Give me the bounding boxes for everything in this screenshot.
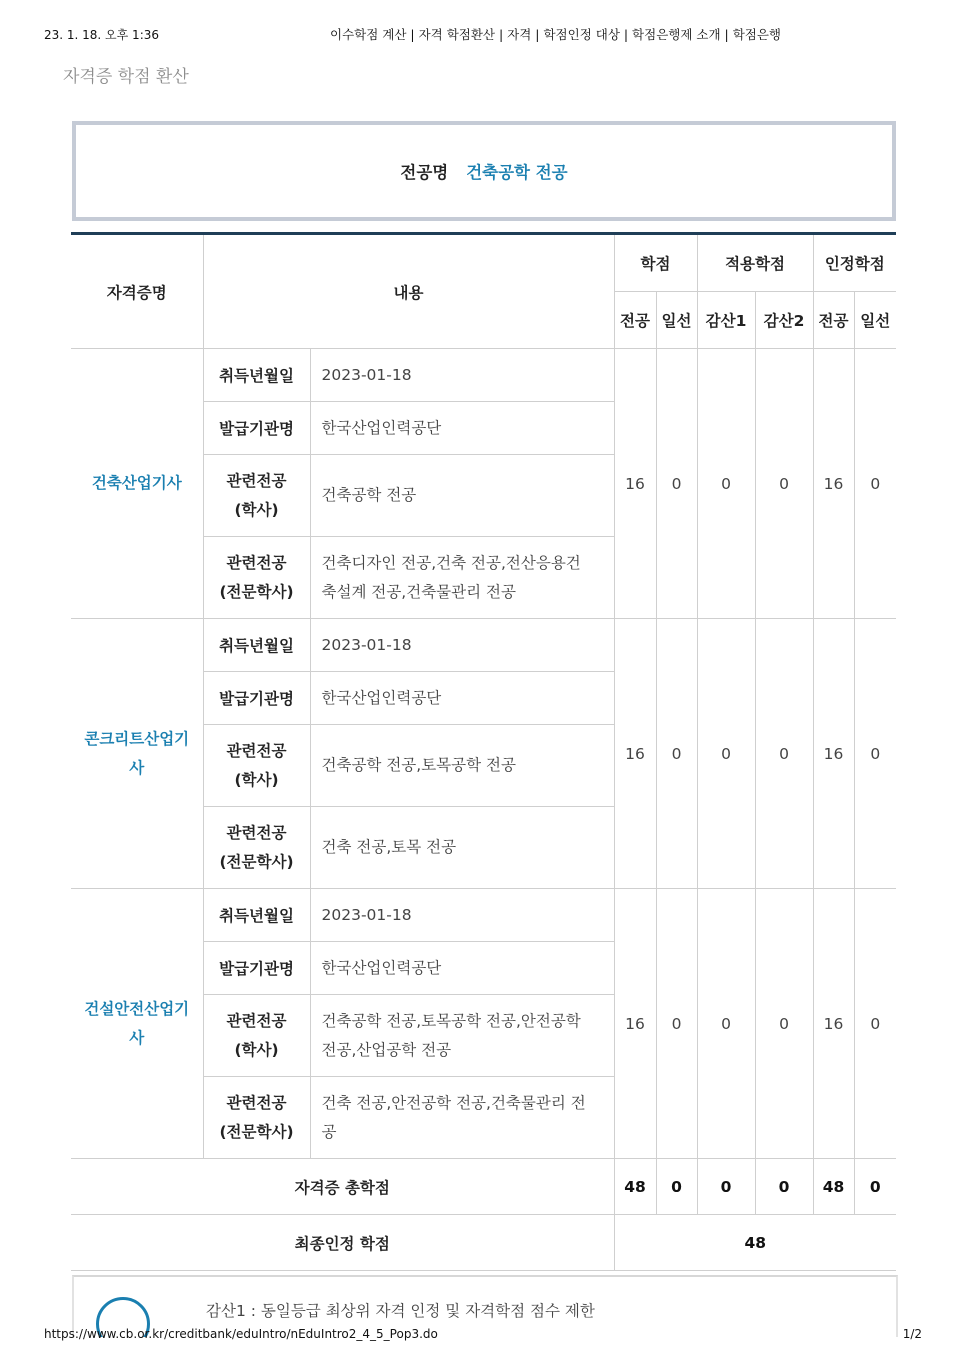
acquired-date: 2023-01-18 bbox=[310, 619, 614, 672]
total-recog-general: 0 bbox=[854, 1159, 896, 1215]
cert-name: 콘크리트산업기 사 bbox=[71, 619, 203, 889]
recog-general: 0 bbox=[854, 889, 896, 1159]
recog-major: 16 bbox=[813, 889, 854, 1159]
credit-general: 0 bbox=[656, 619, 697, 889]
field-acquired-date: 취득년월일 bbox=[203, 619, 310, 672]
col-deduct1: 감산1 bbox=[697, 292, 755, 349]
total-deduct2: 0 bbox=[755, 1159, 813, 1215]
recog-major: 16 bbox=[813, 349, 854, 619]
field-acquired-date: 취득년월일 bbox=[203, 889, 310, 942]
col-recog-major: 전공 bbox=[813, 292, 854, 349]
print-page-number: 1/2 bbox=[902, 1327, 922, 1341]
col-content: 내용 bbox=[203, 234, 614, 349]
print-page-title: 이수학점 계산 | 자격 학점환산 | 자격 | 학점인정 대상 | 학점은행제 소개 | 학점은행 bbox=[330, 27, 782, 42]
credit-table bbox=[71, 232, 896, 1271]
deduct1: 0 bbox=[697, 349, 755, 619]
recog-general: 0 bbox=[854, 619, 896, 889]
related-bachelor: 건축공학 전공 bbox=[310, 455, 614, 537]
field-issuer: 발급기관명 bbox=[203, 942, 310, 995]
header-row-1 bbox=[71, 234, 896, 292]
cert-name: 건축산업기사 bbox=[71, 349, 203, 619]
recog-general: 0 bbox=[854, 349, 896, 619]
field-related-associate: 관련전공 (전문학사) bbox=[203, 1077, 310, 1159]
deduct2: 0 bbox=[755, 619, 813, 889]
deduct1: 0 bbox=[697, 619, 755, 889]
deduct2: 0 bbox=[755, 889, 813, 1159]
print-url: https://www.cb.or.kr/creditbank/eduIntro/nEduIntro2_4_5_Pop3.do bbox=[44, 1327, 438, 1341]
deduct1: 0 bbox=[697, 889, 755, 1159]
col-recognized-credit: 인정학점 bbox=[813, 234, 896, 292]
issuer: 한국산업인력공단 bbox=[310, 402, 614, 455]
related-bachelor: 건축공학 전공,토목공학 전공 bbox=[310, 725, 614, 807]
col-deduct2: 감산2 bbox=[755, 292, 813, 349]
deduct2: 0 bbox=[755, 349, 813, 619]
related-bachelor: 건축공학 전공,토목공학 전공,안전공학 전공,산업공학 전공 bbox=[310, 995, 614, 1077]
credit-general: 0 bbox=[656, 349, 697, 619]
total-recog-major: 48 bbox=[813, 1159, 854, 1215]
acquired-date: 2023-01-18 bbox=[310, 889, 614, 942]
issuer: 한국산업인력공단 bbox=[310, 672, 614, 725]
field-related-bachelor: 관련전공 (학사) bbox=[203, 455, 310, 537]
cert-row bbox=[71, 619, 896, 672]
field-related-bachelor: 관련전공 (학사) bbox=[203, 725, 310, 807]
col-credit: 학점 bbox=[614, 234, 697, 292]
issuer: 한국산업인력공단 bbox=[310, 942, 614, 995]
final-label: 최종인정 학점 bbox=[71, 1215, 614, 1271]
cert-row bbox=[71, 349, 896, 402]
major-box bbox=[72, 121, 896, 221]
acquired-date: 2023-01-18 bbox=[310, 349, 614, 402]
field-related-associate: 관련전공 (전문학사) bbox=[203, 807, 310, 889]
cert-row bbox=[71, 889, 896, 942]
field-acquired-date: 취득년월일 bbox=[203, 349, 310, 402]
col-credit-major: 전공 bbox=[614, 292, 656, 349]
credit-general: 0 bbox=[656, 889, 697, 1159]
total-credit-major: 48 bbox=[614, 1159, 656, 1215]
col-recog-general: 일선 bbox=[854, 292, 896, 349]
credit-major: 16 bbox=[614, 619, 656, 889]
credit-major: 16 bbox=[614, 889, 656, 1159]
total-label: 자격증 총학점 bbox=[71, 1159, 614, 1215]
field-issuer: 발급기관명 bbox=[203, 672, 310, 725]
field-related-associate: 관련전공 (전문학사) bbox=[203, 537, 310, 619]
field-issuer: 발급기관명 bbox=[203, 402, 310, 455]
total-credit-general: 0 bbox=[656, 1159, 697, 1215]
col-applied-credit: 적용학점 bbox=[697, 234, 813, 292]
col-credit-general: 일선 bbox=[656, 292, 697, 349]
recog-major: 16 bbox=[813, 619, 854, 889]
col-cert-name: 자격증명 bbox=[71, 234, 203, 349]
major-label: 전공명 bbox=[400, 163, 449, 182]
field-related-bachelor: 관련전공 (학사) bbox=[203, 995, 310, 1077]
total-row bbox=[71, 1159, 896, 1215]
related-associate: 건축 전공,토목 전공 bbox=[310, 807, 614, 889]
major-value: 건축공학 전공 bbox=[466, 163, 568, 182]
related-associate: 건축 전공,안전공학 전공,건축물관리 전 공 bbox=[310, 1077, 614, 1159]
cert-name: 건설안전산업기 사 bbox=[71, 889, 203, 1159]
page-heading: 자격증 학점 환산 bbox=[63, 67, 189, 87]
note-deduct1: 감산1 : 동일등급 최상위 자격 인정 및 자격학점 점수 제한 bbox=[206, 1302, 595, 1320]
related-associate: 건축디자인 전공,건축 전공,전산응용건 축설계 전공,건축물관리 전공 bbox=[310, 537, 614, 619]
print-datetime: 23. 1. 18. 오후 1:36 bbox=[44, 28, 160, 42]
credit-major: 16 bbox=[614, 349, 656, 619]
final-row bbox=[71, 1215, 896, 1271]
total-deduct1: 0 bbox=[697, 1159, 755, 1215]
final-value: 48 bbox=[614, 1215, 896, 1271]
